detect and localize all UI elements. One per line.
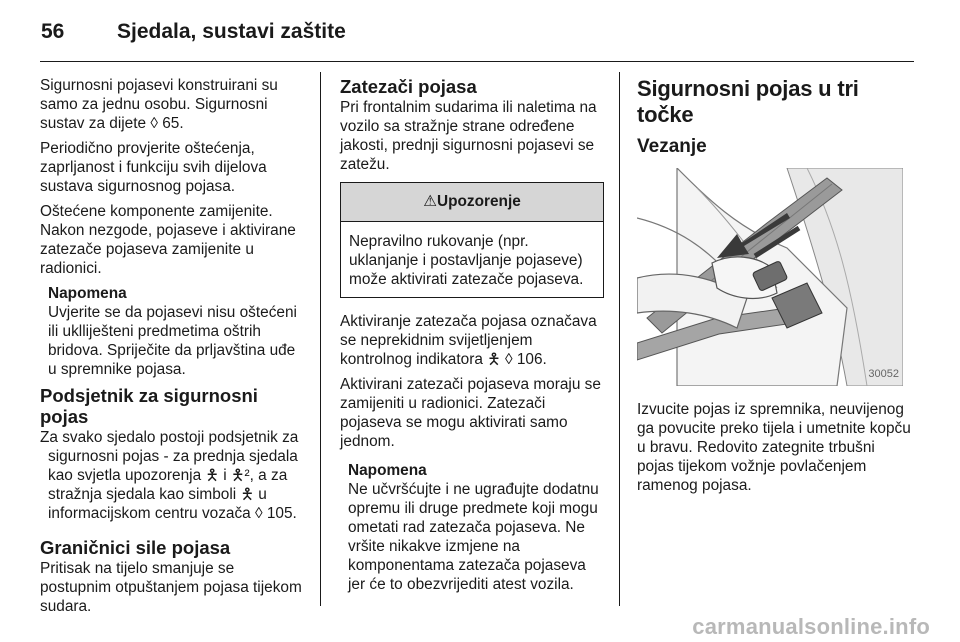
heading-pretensioners: Zatezači pojasa [340, 76, 477, 97]
column-divider-2 [619, 72, 620, 606]
note-label: Napomena [348, 462, 427, 479]
note-block [340, 461, 604, 594]
paragraph-activation: Aktiviranje zatezača pojasa označava se neprekidnim svijetljenjem kontrolnog indikatora 🯅 ◊ 106. [340, 313, 597, 368]
note-text: Uvjerite se da pojasevi nisu oštećeni ili uklliješteni predmetima oštrih bridova. Spriječite da prljavština uđe u spremnike pojasa. [48, 304, 297, 378]
note-label: Napomena [48, 285, 127, 302]
heading-fastening: Vezanje [637, 136, 707, 157]
figure-code: 30052 [868, 368, 899, 380]
note-text: Ne učvršćujte i ne ugrađujte dodatnu opremu ili druge predmete koji mogu ometati rad zatezača pojaseva. Ne vršite nikakve izmjene na komponentama zatezača pojaseva jer će to obezvrijediti atest vozila. [348, 481, 599, 593]
paragraph-replace: Oštećene komponente zamijenite. Nakon nezgode, pojaseve i aktivirane zatezače pojaseva zamijenite u radionici. [40, 203, 296, 277]
paragraph-replace-pretensioners: Aktivirani zatezači pojaseva moraju se zamijeniti u radionici. Zatezači pojaseva se mogu aktivirati samo jednom. [340, 376, 601, 450]
page-title: Sjedala, sustavi zaštite [117, 20, 346, 43]
warning-title: ⚠Upozorenje [341, 183, 603, 222]
paragraph-single-person: Sigurnosni pojasevi konstruirani su samo za jednu osobu. Sigurnosni sustav za dijete ◊ 65. [40, 77, 278, 132]
column-left [40, 76, 308, 622]
warning-box [340, 182, 604, 298]
heading-force-limiters: Graničnici sile pojasa [40, 537, 231, 558]
header-divider [40, 61, 914, 62]
column-middle [340, 76, 604, 600]
seatbelt-illustration [637, 168, 903, 386]
page-header [0, 0, 960, 62]
heading-three-point-belt: Sigurnosni pojas u tri točke [637, 76, 859, 127]
note-block [40, 284, 308, 379]
page-number: 56 [41, 20, 65, 43]
paragraph-force-limiters: Pritisak na tijelo smanjuje se postupnim otpuštanjem pojasa tijekom sudara. [40, 560, 302, 615]
column-divider-1 [320, 72, 321, 606]
heading-belt-reminder: Podsjetnik za sigurnosni pojas [40, 385, 258, 427]
paragraph-inspect: Periodično provjerite oštećenja, zaprljanost i funkciju svih dijelova sustava sigurnosnog pojasa. [40, 140, 267, 195]
watermark: carmanualsonline.info [692, 614, 930, 639]
paragraph-belt-reminder: Za svako sjedalo postoji podsjetnik za sigurnosni pojas - za prednja sjedala kao svjetla upozorenja 🯅 i 🯅², a za stražnja sjedala kao simboli 🯅 u informacijskom centru vozača ◊ 105. [40, 429, 299, 522]
warning-text: Nepravilno rukovanje (npr. uklanjanje i postavljanje pojaseve) može aktivirati zatezače pojaseva. [349, 233, 584, 288]
seatbelt-fastening-image [637, 168, 903, 386]
column-right [637, 76, 912, 501]
paragraph-pretensioners: Pri frontalnim sudarima ili naletima na vozilo sa stražnje strane određene jakosti, prednji sigurnosni pojasevi se zatežu. [340, 99, 597, 173]
paragraph-fastening: Izvucite pojas iz spremnika, neuvijenog ga povucite preko tijela i umetnite kopču u bravu. Redovito zategnite trbušni pojas tijekom vožnje povlačenjem ramenog pojasa. [637, 401, 911, 494]
